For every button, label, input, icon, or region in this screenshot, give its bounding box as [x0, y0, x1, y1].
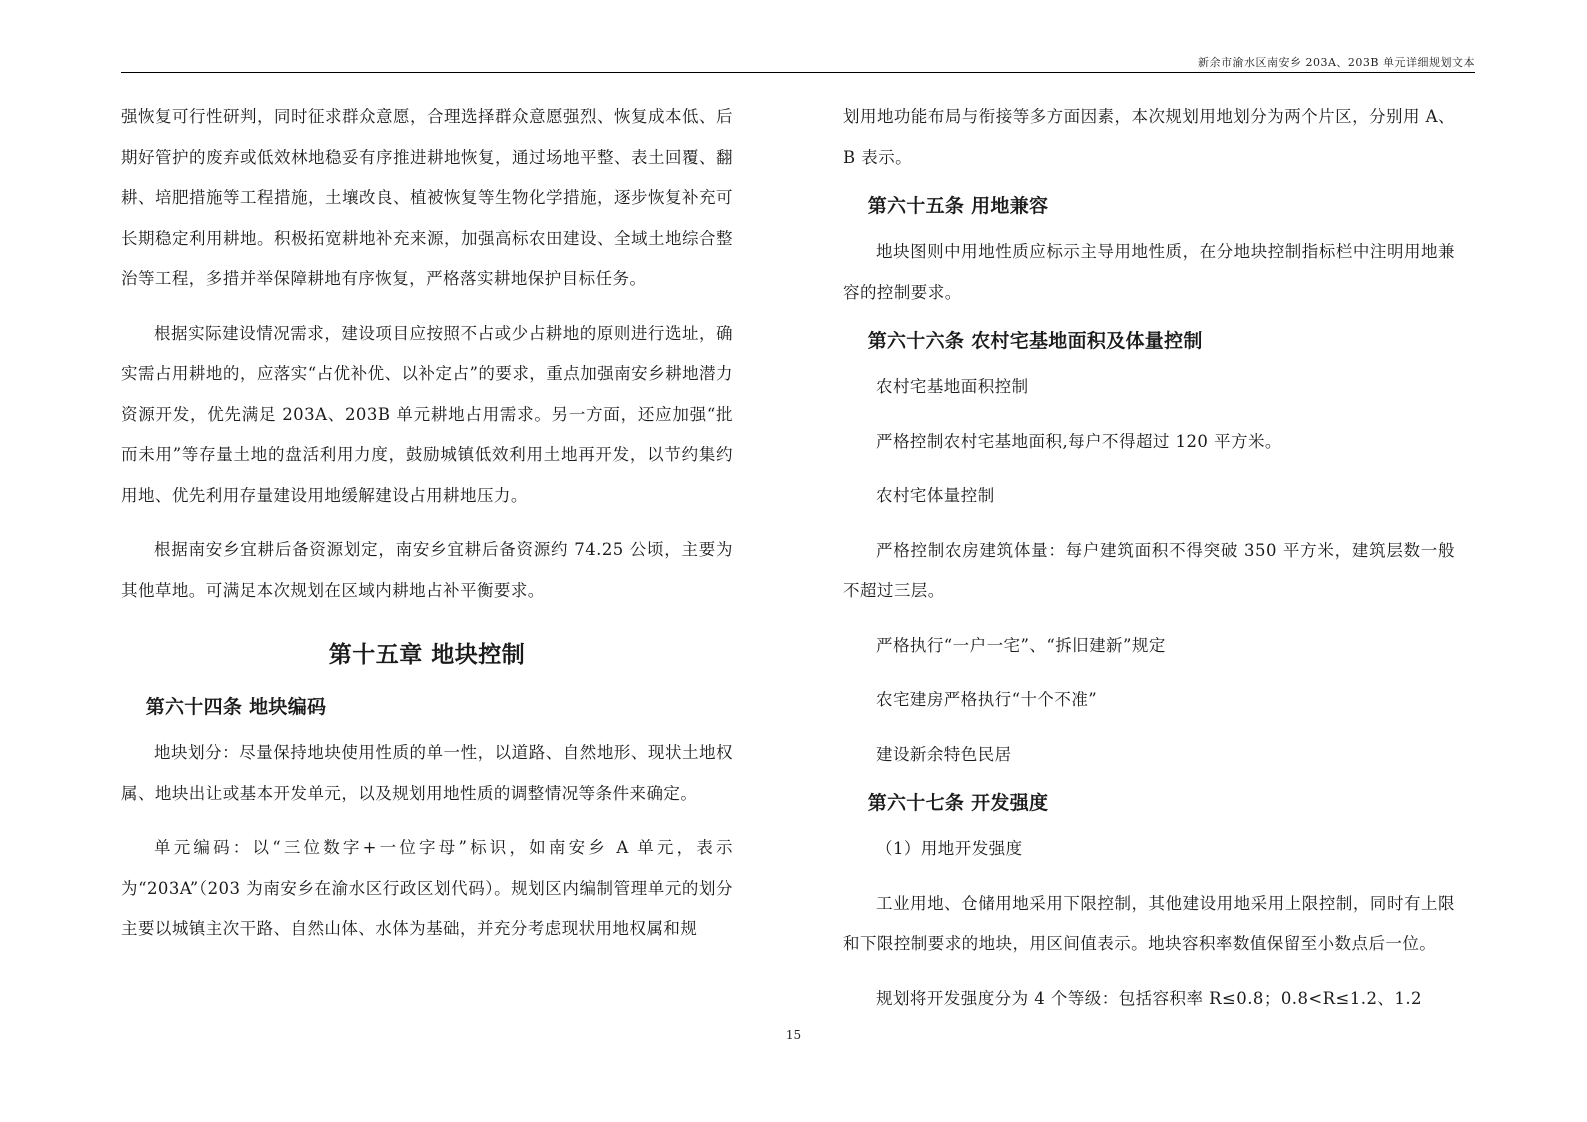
- running-header: 新余市渝水区南安乡 203A、203B 单元详细规划文本: [1197, 56, 1475, 69]
- header-divider: [121, 72, 1475, 73]
- paragraph: 强恢复可行性研判，同时征求群众意愿，合理选择群众意愿强烈、恢复成本低、后期好管护的废弃或低效林地稳妥有序推进耕地恢复，通过场地平整、表土回覆、翻耕、培肥措施等工程措施，土壤改良、植被恢复等生物化学措施，逐步恢复补充可长期稳定利用耕地。积极拓宽耕地补充来源，加强高标农田建设、全域土地综合整治等工程，多措并举保障耕地有序恢复，严格落实耕地保护目标任务。: [121, 107, 733, 288]
- paragraph: 划用地功能布局与衔接等多方面因素，本次规划用地划分为两个片区，分别用 A、B 表示。: [843, 107, 1455, 167]
- paragraph: 根据南安乡宜耕后备资源划定，南安乡宜耕后备资源约 74.25 公顷，主要为其他草地。可满足本次规划在区域内耕地占补平衡要求。: [121, 540, 733, 600]
- paragraph: 工业用地、仓储用地采用下限控制，其他建设用地采用上限控制，同时有上限和下限控制要求的地块，用区间值表示。地块容积率数值保留至小数点后一位。: [843, 893, 1455, 953]
- paragraph: 单元编码：以“三位数字+一位字母”标识，如南安乡 A 单元，表示为“203A”（203 为南安乡在渝水区行政区划代码）。规划区内编制管理单元的划分主要以城镇主次干路、自然山体、水体为基础，并充分考虑现状用地权属和规: [121, 838, 733, 938]
- paragraph: 地块划分：尽量保持地块使用性质的单一性，以道路、自然地形、现状土地权属、地块出让或基本开发单元，以及规划用地性质的调整情况等条件来确定。: [121, 743, 733, 803]
- article-title: 第六十七条 开发强度: [867, 792, 1049, 814]
- chapter-title: 第十五章 地块控制: [328, 642, 526, 668]
- list-item: 农村宅体量控制: [876, 486, 995, 505]
- article-title: 第六十五条 用地兼容: [867, 195, 1049, 217]
- right-column: [843, 97, 1455, 1019]
- article-title: 第六十六条 农村宅基地面积及体量控制: [867, 330, 1203, 352]
- subsection-label: （1）用地开发强度: [876, 839, 1023, 858]
- paragraph: 严格控制农村宅基地面积,每户不得超过 120 平方米。: [876, 431, 1282, 451]
- paragraph: 根据实际建设情况需求，建设项目应按照不占或少占耕地的原则进行选址，确实需占用耕地的，应落实“占优补优、以补定占”的要求，重点加强南安乡耕地潜力资源开发，优先满足 203A、203B 单元耕地占用需求。另一方面，还应加强“批而未用”等存量土地的盘活利用力度，鼓励城镇低效利用土地再开发，以节约集约用地、优先利用存量建设用地缓解建设占用耕地压力。: [121, 323, 733, 505]
- list-item: 农宅建房严格执行“十个不准”: [876, 690, 1098, 709]
- list-item: 建设新余特色民居: [876, 744, 1012, 764]
- paragraph: 地块图则中用地性质应标示主导用地性质，在分地块控制指标栏中注明用地兼容的控制要求。: [843, 242, 1455, 302]
- page-number: 15: [785, 1028, 802, 1042]
- paragraph: 严格控制农房建筑体量：每户建筑面积不得突破 350 平方米，建筑层数一般不超过三层。: [843, 540, 1455, 600]
- paragraph: 规划将开发强度分为 4 个等级：包括容积率 R≤0.8；0.8<R≤1.2、1.2: [876, 988, 1422, 1008]
- list-item: 严格执行“一户一宅”、“拆旧建新”规定: [876, 635, 1166, 655]
- article-title: 第六十四条 地块编码: [145, 696, 327, 718]
- list-item: 农村宅基地面积控制: [876, 377, 1029, 396]
- left-column: [121, 97, 733, 950]
